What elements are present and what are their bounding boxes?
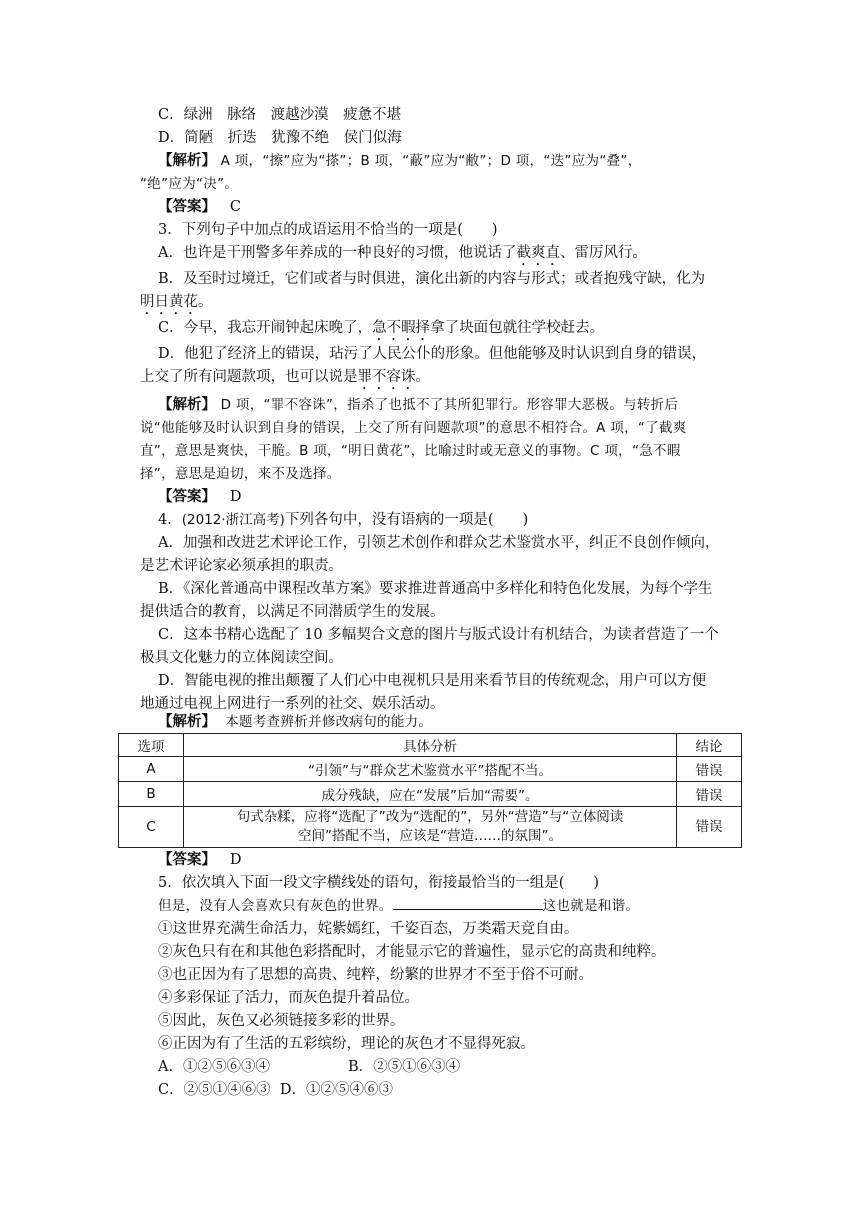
answer-value: D [229,489,242,505]
q5-option-d: D．①②⑤④⑥③ [279,1082,393,1098]
q3-option-d-tail: 。 [415,369,430,385]
q2-analysis-line-2: “绝”应为“决”。 [140,176,239,192]
q3-option-b-tail: 。 [198,294,213,310]
q2-analysis-line-1 [158,150,763,172]
table-cell-detail: 成分残缺，应在“发展”后加“需要”。 [184,782,677,807]
table-cell-option: C [119,807,184,848]
q3-answer [158,486,763,508]
q3-analysis-line-2: 说“他能够及时认识到自身的错误，上交了所有问题款项”的意思不相符合。A 项，“了截爽 [140,420,687,436]
q3-option-d-line-2 [140,366,745,393]
answer-tag: 【答案】 [158,851,216,868]
answer-value: C [229,199,241,215]
q5-item: ⑥正因为有了生活的五彩缤纷，理论的灰色才不显得死寂。 [158,1036,535,1052]
table-row [119,807,742,848]
q4-stem [158,509,763,531]
q5-options-row-2 [158,1079,763,1101]
analysis-text: A 项，“擦”应为“搽”；B 项，“蔽”应为“敝”；D 项，“迭”应为“叠”， [220,153,642,169]
q4-option-c-line-2: 极具文化魅力的立体阅读空间。 [140,650,343,666]
q3-analysis-line-4: 择”，意思是迫切，来不及选择。 [140,466,341,482]
q4-option-b-line-2: 提供适合的教育，以满足不同潜质学生的发展。 [140,604,445,620]
analysis-text: D 项，“罪不容诛”，指杀了也抵不了其所犯罪行。形容罪大恶极。与转折后 [220,397,679,413]
q2-option-c: C．绿洲 脉络 渡越沙漠 疲惫不堪 [158,107,402,123]
q5-passage-text: 但是，没有人会喜欢只有灰色的世界。 [158,898,393,914]
q4-option-a-line-2: 是艺术评论家必须承担的职责。 [140,558,343,574]
q3-option-a-tail: 、雷厉风行。 [559,245,647,261]
table-cell-option: B [119,782,184,807]
q5-option-a: A．①②⑤⑥③④ [158,1059,270,1075]
table-cell-verdict: 错误 [677,807,742,848]
q5-option-b: B．②⑤①⑥③④ [348,1059,461,1075]
answer-tag: 【答案】 [158,198,216,215]
table-cell-verdict: 错误 [677,782,742,807]
q3-analysis-line-1 [158,394,763,416]
q5-passage-tail: 这也就是和谐。 [542,898,640,914]
table-header: 具体分析 [184,734,677,757]
q5-item: ④多彩保证了活力，而灰色提升着品位。 [158,990,419,1006]
q4-option-d-line-1: D．智能电视的推出颠覆了人们心中电视机只是用来看节目的传统观念，用户可以方便 [158,673,707,689]
table-cell-option: A [119,757,184,782]
q5-stem: 5．依次填入下面一段文字横线处的语句，衔接最恰当的一组是( ) [158,875,600,891]
q5-item: ①这世界充满生命活力，姹紫嫣红，千姿百态，万类霜天竞自由。 [158,921,579,937]
answer-tag: 【答案】 [158,488,216,505]
q3-option-d-line-1: D．他犯了经济上的错误，玷污了人民公仆的形象。但他能够及时认识到自身的错误， [158,346,707,362]
table-header-row [119,734,742,757]
q4-number: 4． [158,512,182,528]
table-cell-detail [184,807,677,848]
q3-option-c-idiom: 急不暇择 [372,320,431,336]
q3-option-c [158,317,763,344]
table-row [119,782,742,807]
q3-stem: 3．下列句子中加点的成语运用不恰当的一项是( ) [158,222,498,238]
table-cell-detail: “引领”与“群众艺术鉴赏水平”搭配不当。 [184,757,677,782]
q4-stem-text: 下列各句中，没有语病的一项是( ) [284,512,529,528]
q2-answer [158,196,763,218]
fill-blank [393,895,543,910]
q3-option-c-tail: 拿了块面包就往学校赶去。 [430,320,605,336]
q4-option-b-line-1: B．《深化普通高中课程改革方案》要求推进普通高中多样化和特色化发展，为每个学生 [158,581,713,597]
q4-option-a-line-1: A．加强和改进艺术评论工作，引领艺术创作和群众艺术鉴赏水平，纠正不良创作倾向， [158,535,720,551]
q3-option-b-line-2 [140,291,745,318]
q5-item: ②灰色只有在和其他色彩搭配时，才能显示它的普遍性，显示它的高贵和纯粹。 [158,944,666,960]
q3-option-a-idiom: 截爽直 [516,245,560,261]
q5-item: ③也正因为有了思想的高贵、纯粹，纷繁的世界才不至于俗不可耐。 [158,967,593,983]
table-header: 结论 [677,734,742,757]
table-row [119,757,742,782]
q5-options-row-1 [158,1056,763,1078]
analysis-table [118,733,742,848]
table-cell-verdict: 错误 [677,757,742,782]
analysis-tag: 【解析】 [158,152,216,169]
q3-option-d-idiom: 罪不容诛 [357,369,416,385]
q4-source: (2012·浙江高考) [181,512,285,528]
table-cell-detail-line: 句式杂糅，应将“选配了”改为“选配的”，另外“营造”与“立体阅读 [236,809,624,825]
q3-option-a [158,242,763,269]
q3-option-d-text: 上交了所有问题款项，也可以说是 [140,369,358,385]
q5-item: ⑤因此，灰色又必须链接多彩的世界。 [158,1013,405,1029]
q3-option-b-idiom: 明日黄花 [140,294,198,310]
answer-value: D [229,852,242,868]
table-header: 选项 [119,734,184,757]
q5-passage [158,895,763,917]
q3-option-c-text: C．今早，我忘开闹钟起床晚了， [158,320,373,336]
q3-option-a-text: A．也许是干刑警多年养成的一种良好的习惯，他说话了 [158,245,517,261]
q4-option-d-line-2: 地通过电视上网进行一系列的社交、娱乐活动。 [140,696,445,712]
q3-analysis-line-3: 直”，意思是爽快，干脆。B 项，“明日黄花”，比喻过时或无意义的事物。C 项，“急不暇 [140,443,681,459]
q5-option-c: C．②⑤①④⑥③ [158,1082,271,1098]
analysis-tag: 【解析】 [158,713,216,730]
q4-option-c-line-1: C．这本书精心选配了 10 多幅契合文意的图片与版式设计有机结合，为读者营造了一个 [158,627,719,643]
q2-option-d: D．简陋 折迭 犹豫不绝 侯门似海 [158,130,402,146]
q3-option-b-line-1: B．及至时过境迁，它们或者与时俱进，演化出新的内容与形式；或者抱残守缺，化为 [158,271,706,287]
analysis-text: 本题考查辨析并修改病句的能力。 [225,714,433,730]
q4-answer [158,849,763,871]
q4-analysis [158,711,763,733]
analysis-tag: 【解析】 [158,396,216,413]
table-cell-detail-line: 空间”搭配不当，应该是“营造……的氛围”。 [298,828,562,844]
